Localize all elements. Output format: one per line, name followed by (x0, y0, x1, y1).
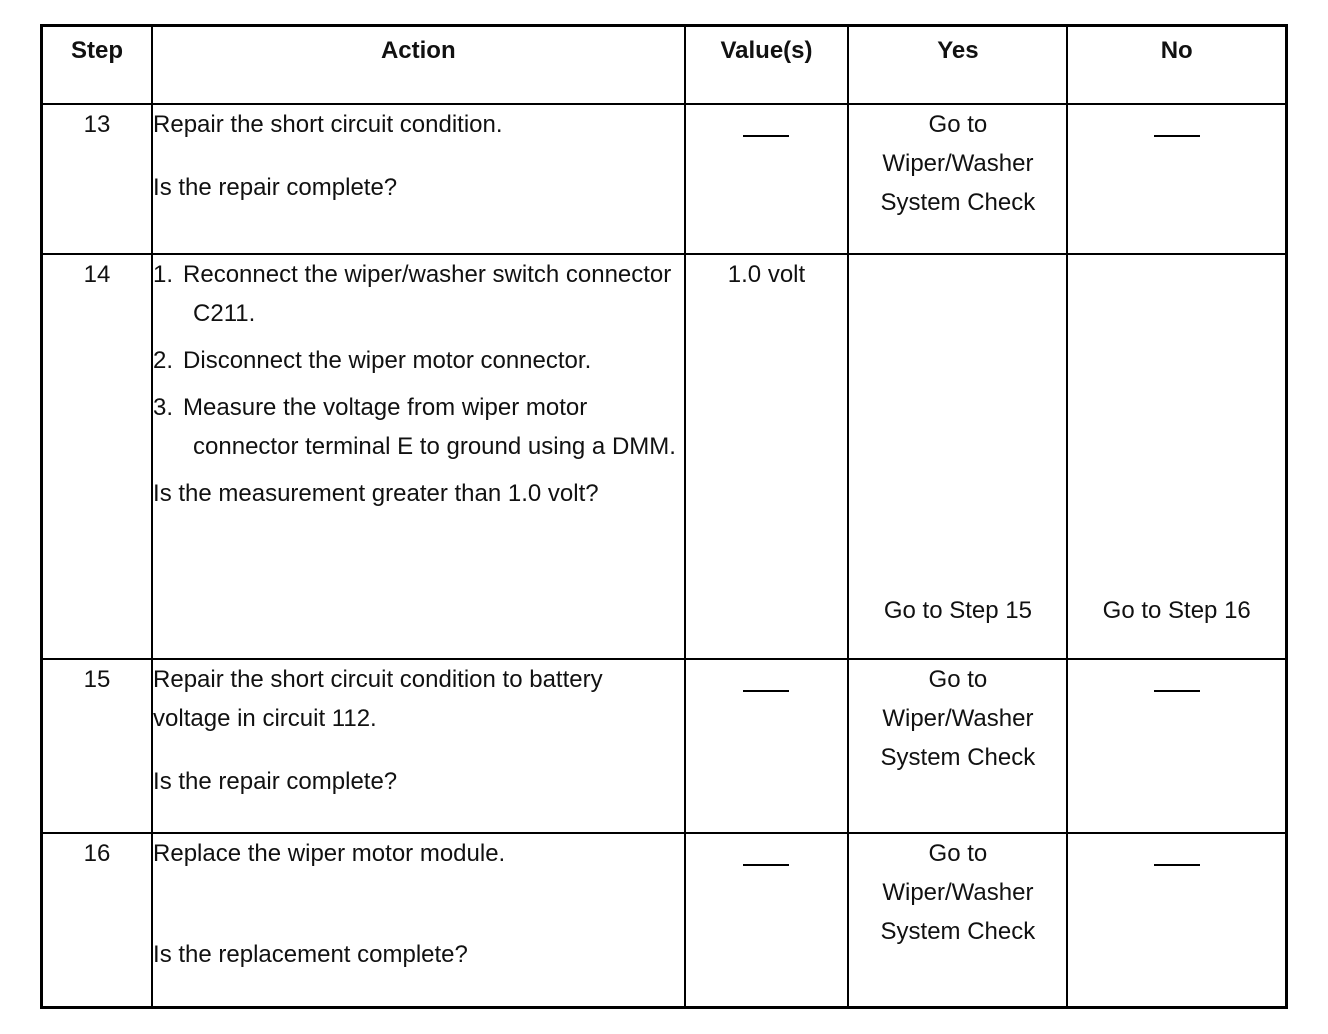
action-cell (152, 104, 685, 254)
yes-line: System Check (880, 918, 1036, 945)
yes-line: System Check (880, 744, 1036, 771)
yes-line: Wiper/Washer (882, 879, 1034, 906)
yes-cell (848, 254, 1067, 659)
yes-cell (848, 659, 1067, 833)
header-values: Value(s) (685, 26, 849, 105)
header-row (42, 26, 1287, 105)
action-question: Is the replacement complete? (153, 941, 468, 968)
procedure-item: 2. Disconnect the wiper motor connector. (153, 347, 592, 374)
header-no: No (1067, 26, 1286, 105)
table-row (42, 659, 1287, 833)
yes-line: Wiper/Washer (882, 150, 1034, 177)
yes-cell (848, 104, 1067, 254)
empty-dash (1154, 864, 1200, 866)
action-question: Is the repair complete? (153, 768, 398, 795)
no-cell (1067, 659, 1286, 833)
yes-line: System Check (880, 189, 1036, 216)
procedure-item: 1. Reconnect the wiper/washer switch connector C211. (153, 261, 672, 327)
action-question: Is the repair complete? (153, 174, 398, 201)
value-cell: 1.0 volt (685, 254, 849, 659)
no-target: Go to Step 16 (1102, 597, 1251, 624)
action-text: Repair the short circuit condition. (153, 111, 503, 138)
empty-dash (743, 690, 789, 692)
step-number: 15 (42, 659, 153, 833)
action-text: Replace the wiper motor module. (153, 840, 506, 867)
yes-line: Go to (928, 111, 988, 138)
action-cell (152, 254, 685, 659)
step-number: 14 (42, 254, 153, 659)
value-cell (685, 659, 849, 833)
step-number: 13 (42, 104, 153, 254)
yes-line: Wiper/Washer (882, 705, 1034, 732)
table-row (42, 104, 1287, 254)
no-cell (1067, 104, 1286, 254)
action-text: Repair the short circuit condition to battery voltage in circuit 112. (153, 666, 603, 732)
no-cell (1067, 254, 1286, 659)
value-cell (685, 833, 849, 1008)
yes-line: Go to (928, 666, 988, 693)
yes-line: Go to (928, 840, 988, 867)
yes-target: Go to Step 15 (883, 597, 1032, 624)
value-cell (685, 104, 849, 254)
table-row (42, 254, 1287, 659)
empty-dash (743, 135, 789, 137)
header-step: Step (42, 26, 153, 105)
action-cell (152, 833, 685, 1008)
empty-dash (1154, 135, 1200, 137)
action-question: Is the measurement greater than 1.0 volt? (153, 480, 599, 507)
no-cell (1067, 833, 1286, 1008)
table-row (42, 833, 1287, 1008)
procedure-list (153, 255, 684, 466)
empty-dash (743, 864, 789, 866)
procedure-item: 3. Measure the voltage from wiper motor connector terminal E to ground using a DMM. (153, 394, 676, 460)
empty-dash (1154, 690, 1200, 692)
step-number: 16 (42, 833, 153, 1008)
yes-cell (848, 833, 1067, 1008)
action-cell (152, 659, 685, 833)
diagnostic-table (40, 24, 1288, 1009)
header-yes: Yes (848, 26, 1067, 105)
header-action: Action (152, 26, 685, 105)
